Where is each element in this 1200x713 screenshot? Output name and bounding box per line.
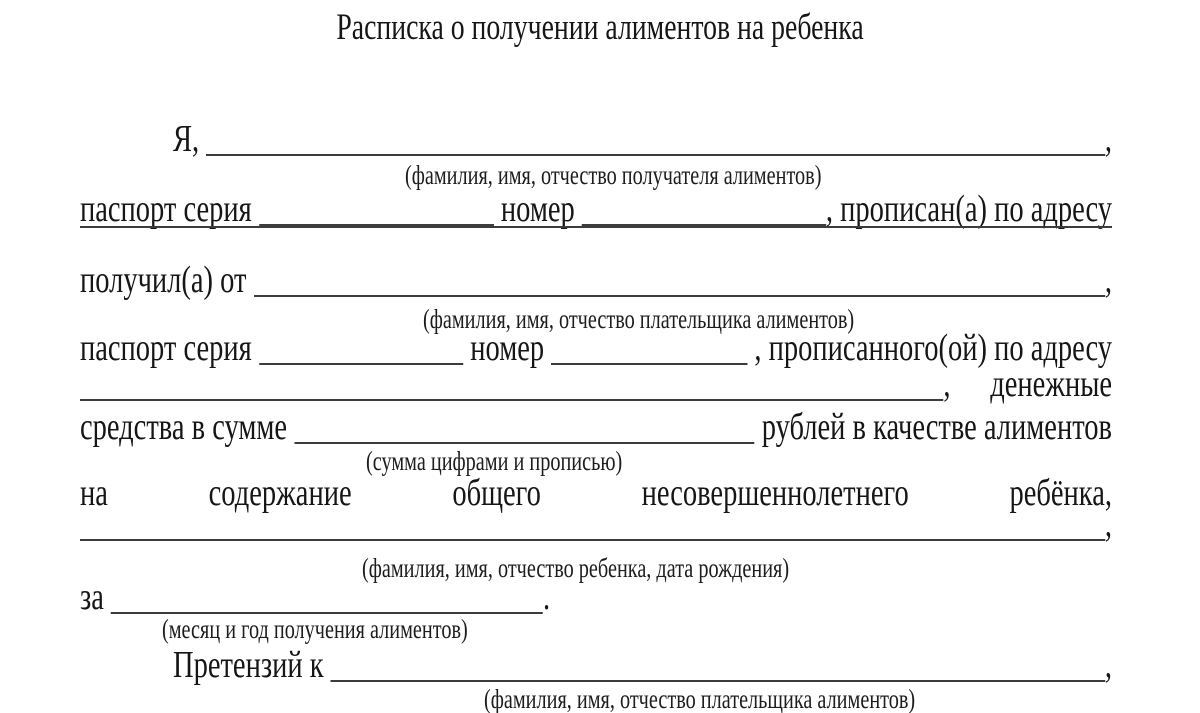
recipient-intro-prefix: Я, xyxy=(173,118,207,160)
period-prefix: за xyxy=(80,576,112,618)
recipient-address-blank[interactable] xyxy=(80,226,1112,228)
amount-suffix-label: рублей в качестве алиментов xyxy=(754,406,1112,448)
payer-name-caption: (фамилия, имя, отчество плательщика алиментов) xyxy=(423,304,855,334)
child-support-word: общего xyxy=(452,472,541,514)
child-support-word: на xyxy=(80,472,108,514)
claims-payer-blank[interactable] xyxy=(331,680,1105,682)
child-info-blank[interactable] xyxy=(80,539,1105,541)
payer-address-line xyxy=(80,363,1112,405)
payer-passport-label: паспорт серия xyxy=(80,327,259,369)
monetary-word: денежные xyxy=(990,363,1112,405)
period-suffix: . xyxy=(543,576,551,618)
received-from-suffix: , xyxy=(1104,259,1112,301)
document-title: Расписка о получении алиментов на ребенка xyxy=(336,7,864,48)
child-info-suffix: , xyxy=(1104,503,1112,545)
payer-address-blank[interactable] xyxy=(80,399,943,401)
child-support-word: ребёнка, xyxy=(1009,472,1112,514)
recipient-passport-line xyxy=(80,188,1112,230)
payer-passport-number-label: номер xyxy=(463,327,552,369)
recipient-intro-line xyxy=(80,118,1112,160)
period-caption: (месяц и год получения алиментов) xyxy=(162,614,468,644)
amount-label: средства в сумме xyxy=(80,406,295,448)
child-support-word: содержание xyxy=(208,472,352,514)
recipient-name-blank[interactable] xyxy=(206,154,1105,156)
child-info-line xyxy=(80,503,1112,545)
child-info-caption: (фамилия, имя, отчество ребенка, дата рождения) xyxy=(362,553,790,583)
claims-suffix: , xyxy=(1104,644,1112,686)
amount-caption: (сумма цифрами и прописью) xyxy=(366,446,623,476)
claims-prefix: Претензий к xyxy=(173,644,331,686)
recipient-passport-label: паспорт серия xyxy=(80,188,259,230)
claims-line xyxy=(80,644,1112,686)
claims-payer-caption: (фамилия, имя, отчество плательщика алиментов) xyxy=(484,684,916,713)
period-line xyxy=(80,576,1112,618)
received-from-line xyxy=(80,259,1112,301)
recipient-address-line xyxy=(80,221,1112,223)
recipient-name-caption: (фамилия, имя, отчество получателя алиментов) xyxy=(405,160,822,190)
recipient-intro-suffix: , xyxy=(1104,118,1112,160)
payer-registered-label: , прописанного(ой) по адресу xyxy=(747,327,1112,369)
payer-address-comma: , xyxy=(943,363,951,405)
child-support-word: несовершеннолетнего xyxy=(641,472,909,514)
amount-line xyxy=(80,406,1112,448)
recipient-registered-label: , прописан(а) по адресу xyxy=(825,188,1112,230)
received-from-label: получил(а) от xyxy=(80,259,254,301)
recipient-passport-number-label: номер xyxy=(493,188,582,230)
payer-name-blank[interactable] xyxy=(254,295,1105,297)
amount-blank[interactable] xyxy=(294,442,754,444)
